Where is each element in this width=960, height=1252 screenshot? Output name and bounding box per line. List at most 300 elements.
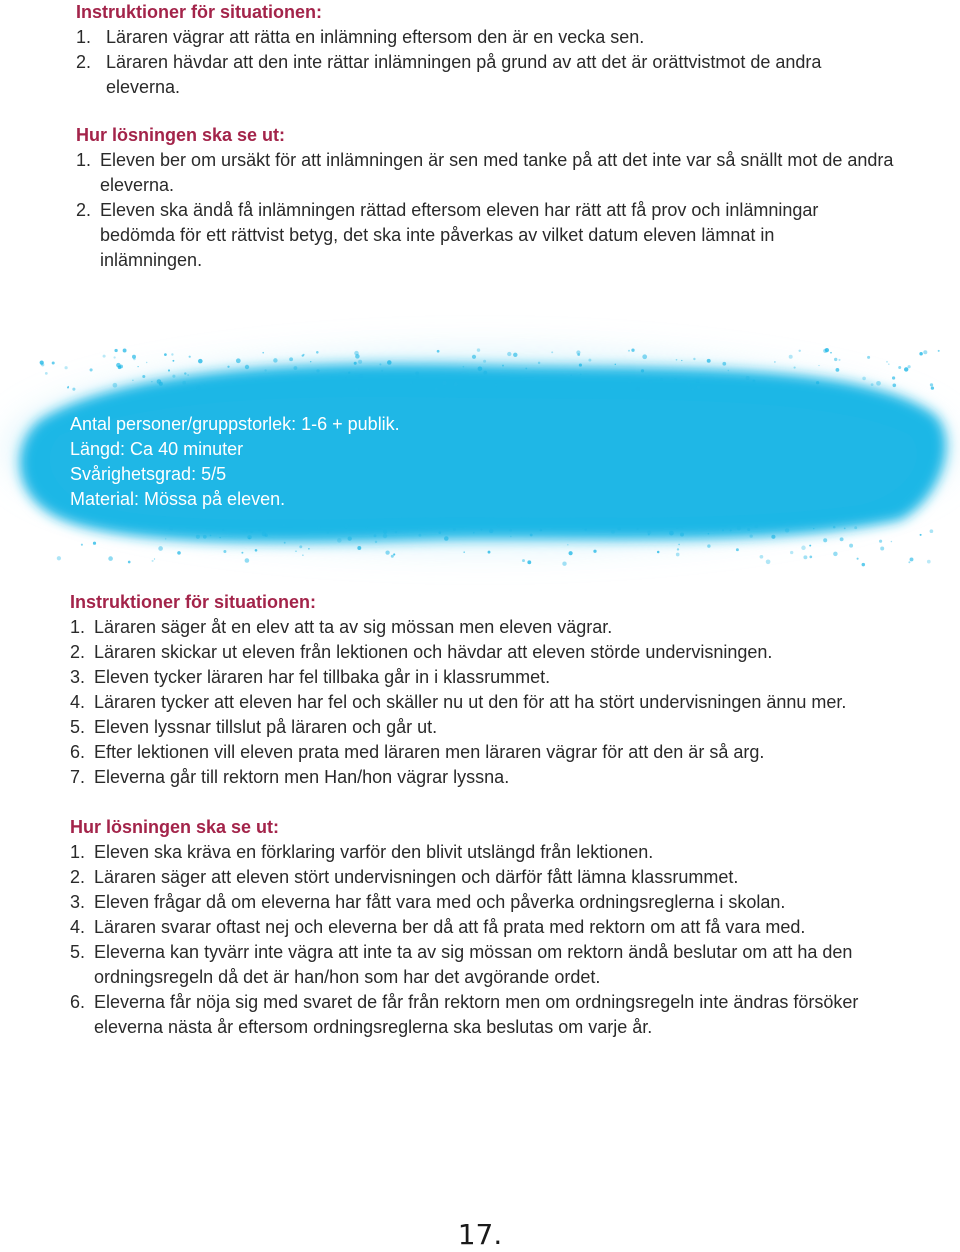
instructions-heading: Instruktioner för situationen: [70,592,317,612]
spray-speckle [854,526,857,529]
spray-speckle [888,363,890,365]
spray-speckle [289,357,293,361]
spray-speckle [68,386,69,387]
spray-speckle [746,376,750,380]
spray-speckle [680,533,684,537]
spray-speckle [844,528,846,530]
spray-speckle [637,528,639,530]
spray-speckle [308,548,310,550]
spray-speckle [164,353,167,356]
spray-speckle [219,537,220,538]
spray-speckle [295,551,296,552]
spray-speckle [246,531,247,532]
spray-speckle [747,528,750,531]
spray-speckle [617,527,620,530]
spray-speckle [577,353,580,356]
spray-speckle [435,387,438,390]
spray-speckle [245,365,249,369]
spray-speckle [790,551,793,554]
spray-speckle [525,368,527,370]
spray-speckle [678,544,680,546]
spray-speckle [649,380,653,384]
list-item [76,198,900,273]
spray-speckle [938,350,940,352]
spray-speckle [316,369,319,372]
spray-speckle [755,525,759,529]
spray-speckle [488,551,491,554]
spray-speckle [494,384,497,387]
spray-speckle [593,550,596,553]
page-number: 17. [457,1218,503,1251]
spray-speckle [477,348,480,351]
spray-speckle [862,377,866,381]
spray-speckle [81,544,83,546]
item-text: Eleven ska ändå få inlämningen rättad eftersom eleven har rätt att få prov och inlämningar bedömda för ett rättvist betyg, det ska inte påverkas av vilket datum eleven lämnat in inlämningen. [100,200,819,270]
spray-speckle [132,380,133,381]
spray-speckle [264,369,266,371]
spray-speckle [223,550,226,553]
list-item [76,25,900,50]
spray-speckle [497,524,500,527]
spray-speckle [919,352,923,356]
spray-speckle [830,352,832,354]
spray-speckle [892,376,895,379]
spray-speckle [823,538,827,542]
spray-speckle [393,553,395,555]
list-item [70,865,910,890]
spray-speckle [72,388,75,391]
spray-speckle [157,379,162,384]
spray-speckle [383,534,387,538]
spray-speckle [132,355,136,359]
spray-speckle [345,377,347,379]
spray-speckle [801,546,805,550]
spray-speckle [527,560,531,564]
spray-speckle [473,532,474,533]
spray-speckle [871,383,874,386]
list-item [76,148,900,198]
instructions-list [76,25,900,100]
spray-speckle [876,381,881,386]
spray-speckle [660,378,663,381]
list-item [70,990,910,1040]
spray-speckle [410,381,413,384]
spray-speckle [245,558,250,563]
item-text: Läraren hävdar att den inte rättar inlämningen på grund av att det är orättvistmot de andra eleverna. [106,52,822,97]
spray-speckle [41,363,44,366]
spray-speckle [736,548,739,551]
spray-speckle [927,560,931,564]
spray-speckle [615,364,616,365]
spray-speckle [640,388,643,391]
spray-speckle [355,387,359,391]
spray-speckle [375,541,377,543]
item-text: Eleven ska kräva en förklaring varför den blivit utslängd från lektionen. [94,842,654,862]
spray-speckle [381,370,383,372]
spray-speckle [510,536,512,538]
spray-speckle [750,534,753,537]
spray-speckle [172,360,174,362]
info-box [70,412,400,512]
spray-speckle [262,532,267,537]
spray-speckle [250,530,253,533]
item-number: 1. [76,150,92,170]
item-text: Eleverna går till rektorn men Han/hon vägrar lyssna. [94,767,510,787]
solution-list [76,148,900,273]
spray-speckle [708,533,710,535]
spray-speckle [151,381,152,382]
list-item [70,890,910,915]
spray-speckle [358,360,362,364]
spray-speckle [818,365,819,366]
spray-speckle [665,383,669,387]
length: Längd: Ca 40 minuter [70,439,244,459]
spray-speckle [687,383,691,387]
spray-speckle [816,381,819,384]
spray-speckle [137,366,138,367]
list-item [70,915,910,940]
item-number: 1. [70,842,86,862]
spray-speckle [204,384,206,386]
spray-speckle [113,383,118,388]
spray-speckle [648,533,650,535]
spray-speckle [540,529,543,532]
spray-speckle [444,536,449,541]
spray-speckle [674,378,676,380]
spray-speckle [270,530,271,531]
spray-speckle [196,535,200,539]
item-text: Eleverna får nöja sig med svaret de får från rektorn men om ordningsregeln inte ändras försöker eleverna nästa år eftersom ordningsreglerna ska beslutas om varje år. [94,992,859,1037]
spray-speckle [691,388,694,391]
item-text: Eleven tycker läraren har fel tillbaka går in i klassrummet. [94,667,551,687]
spray-speckle [337,538,342,543]
spray-speckle [789,355,793,359]
item-text: Läraren tycker att eleven har fel och skäller nu ut den för att ha stört undervisningen ännu mer. [94,692,847,712]
spray-speckle [463,551,465,553]
spray-speckle [348,536,352,540]
spray-speckle [693,358,695,360]
list-item [70,615,910,640]
spray-speckle [255,549,258,552]
spray-speckle [327,532,329,534]
spray-speckle [628,350,630,352]
spray-speckle [676,359,678,361]
spray-speckle [880,547,884,551]
spray-speckle [507,352,511,356]
solution-heading: Hur lösningen ska se ut: [70,817,280,837]
list-item [70,640,910,665]
item-number: 6. [70,742,86,762]
spray-speckle [182,381,186,385]
spray-speckle [472,355,476,359]
spray-speckle [241,552,243,554]
spray-speckle [862,563,865,566]
spray-speckle [697,385,701,389]
spray-speckle [588,359,591,362]
spray-speckle [168,369,170,371]
spray-speckle [636,387,640,391]
spray-speckle [908,561,910,563]
spray-speckle [391,555,394,558]
spray-speckle [931,386,934,389]
spray-speckle [611,530,615,534]
spray-speckle [438,531,441,534]
item-number: 3. [70,892,86,912]
spray-speckle [283,524,285,526]
spray-speckle [419,534,422,537]
spray-speckle [247,535,251,539]
spray-speckle [771,535,775,539]
spray-speckle [65,366,68,369]
spray-speckle [165,538,166,539]
spray-speckle [730,529,732,531]
spray-speckle [258,529,260,531]
spray-speckle [760,555,764,559]
spray-speckle [316,351,319,354]
spray-speckle [530,533,533,536]
spray-speckle [513,353,517,357]
spray-speckle [737,526,741,530]
spray-speckle [355,354,360,359]
spray-speckle [344,524,348,528]
spray-speckle [359,374,363,378]
spray-speckle [210,535,212,537]
spray-speckle [886,361,888,363]
item-text: Läraren säger åt en elev att ta av sig mössan men eleven vägrar. [94,617,613,637]
spray-speckle [187,374,189,376]
spray-speckle [348,372,350,374]
spray-speckle [365,527,367,529]
spray-speckle [146,362,147,363]
spray-speckle [834,358,837,361]
instructions-list [70,615,910,790]
spray-speckle [437,350,440,353]
item-text: Läraren säger att eleven stört undervisningen och därför fått lämna klassrummet. [94,867,739,887]
spray-speckle [177,551,181,555]
group-size: Antal personer/gruppstorlek: 1-6 + publik. [70,414,400,434]
spray-speckle [123,349,127,353]
list-item [70,940,910,990]
spray-speckle [910,557,914,561]
spray-speckle [90,368,93,371]
spray-speckle [367,388,370,391]
spray-speckle [52,361,55,364]
item-text: Eleven frågar då om eleverna har fått vara med och påverka ordningsreglerna i skolan. [94,892,786,912]
spray-speckle [395,531,397,533]
list-item [70,665,910,690]
spray-speckle [794,367,796,369]
spray-speckle [707,544,710,547]
list-item [76,50,900,100]
spray-speckle [722,362,726,366]
spray-speckle [809,556,812,559]
spray-speckle [798,350,800,352]
spray-speckle [891,541,893,543]
item-number: 1. [76,27,92,47]
item-number: 4. [70,692,86,712]
spray-speckle [385,550,389,554]
spray-speckle [383,530,387,534]
spray-speckle [681,360,682,361]
item-text: Eleverna kan tyvärr inte vägra att inte ta av sig mössan om rektorn ändå beslutar om att ha den ordningsregeln då det är han/hon som har det avgörande ordet. [94,942,853,987]
spray-speckle [570,374,572,376]
item-number: 4. [70,917,86,937]
spray-speckle [728,370,729,371]
spray-speckle [669,531,674,536]
spray-speckle [857,558,859,560]
item-text: Läraren svarar oftast nej och eleverna ber då att få prata med rektorn om att få vara med. [94,917,806,937]
spray-speckle [108,556,113,561]
spray-speckle [898,366,901,369]
spray-speckle [284,542,286,544]
spray-speckle [538,362,540,364]
spray-speckle [813,528,814,529]
spray-speckle [454,382,458,386]
spray-speckle [222,529,224,531]
spray-speckle [833,526,836,529]
spray-speckle [551,351,553,353]
spray-speckle [478,367,483,372]
spray-speckle [611,387,613,389]
spray-speckle [302,554,304,556]
spray-speckle [509,529,512,532]
spray-speckle [154,558,155,559]
list-item [70,715,910,740]
item-number: 2. [70,867,86,887]
spray-speckle [142,375,145,378]
spray-speckle [580,374,582,376]
spray-speckle [302,354,304,356]
spray-speckle [836,368,840,372]
spray-speckle [184,372,186,374]
list-item [70,690,910,715]
spray-speckle [923,350,927,354]
spray-speckle [483,360,486,363]
spray-speckle [641,369,644,372]
item-number: 5. [70,717,86,737]
spray-speckle [867,356,870,359]
list-item [70,765,910,790]
spray-speckle [415,371,419,375]
instructions-heading: Instruktioner för situationen: [76,2,323,22]
spray-speckle [840,537,844,541]
material: Material: Mössa på eleven. [70,489,286,509]
item-number: 1. [70,617,86,637]
spray-speckle [172,375,175,378]
spray-speckle [128,561,131,564]
section-1 [76,0,900,273]
spray-speckle [562,561,566,565]
spray-speckle [299,545,302,548]
spray-speckle [463,366,465,368]
item-number: 2. [70,642,86,662]
spray-speckle [676,553,680,557]
spray-speckle [387,360,392,365]
spray-speckle [416,375,419,378]
solution-list [70,840,910,1040]
spray-speckle [569,551,573,555]
item-number: 5. [70,942,86,962]
spray-speckle [766,559,771,564]
spray-speckle [158,546,163,551]
spray-speckle [152,560,154,562]
item-text: Läraren vägrar att rätta en inlämning eftersom den är en vecka sen. [106,27,645,47]
spray-speckle [189,356,191,358]
spray-speckle [774,361,775,362]
spray-speckle [657,551,660,554]
item-text: Efter lektionen vill eleven prata med läraren men läraren vägrar för att den är så arg. [94,742,765,762]
item-text: Eleven ber om ursäkt för att inlämningen är sen med tanke på att det inte var så snällt mot de andra eleverna. [100,150,894,195]
spray-speckle [707,359,711,363]
spray-speckle [273,358,277,362]
spray-speckle [357,546,361,550]
spray-speckle [317,526,320,529]
spray-speckle [374,534,377,537]
item-number: 2. [76,52,92,72]
spray-speckle [171,353,173,355]
spray-speckle [118,365,122,369]
spray-speckle [677,548,679,550]
spray-speckle [236,358,241,363]
item-text: Läraren skickar ut eleven från lektionen och hävdar att eleven störde undervisningen. [94,642,773,662]
spray-speckle [579,364,582,367]
spray-speckle [379,363,381,365]
spray-speckle [809,545,811,547]
spray-speckle [113,356,115,358]
section-2 [70,590,910,1040]
spray-speckle [489,529,493,533]
spray-speckle [838,359,840,361]
spray-speckle [57,556,61,560]
spray-speckle [696,379,700,383]
spray-speckle [930,383,933,386]
spray-speckle [879,540,882,543]
spray-speckle [803,555,807,559]
item-number: 2. [76,200,92,220]
spray-speckle [908,365,911,368]
spray-speckle [196,385,201,390]
spray-speckle [930,529,934,533]
spray-speckle [642,354,647,359]
list-item [70,740,910,765]
spray-speckle [227,366,229,368]
spray-speckle [483,371,487,375]
spray-speckle [893,384,897,388]
spray-speckle [785,528,789,532]
spray-speckle [904,367,908,371]
spray-speckle [93,542,96,545]
spray-speckle [631,349,634,352]
spray-speckle [262,352,264,354]
spray-speckle [45,372,48,375]
item-text: Eleven lyssnar tillslut på läraren och går ut. [94,717,438,737]
item-number: 6. [70,992,86,1012]
spray-speckle [628,380,632,384]
item-number: 3. [70,667,86,687]
spray-speckle [722,529,724,531]
spray-speckle [169,526,173,530]
spray-speckle [823,349,827,353]
spray-speckle [753,380,756,383]
spray-speckle [354,362,357,365]
spray-speckle [294,366,298,370]
spray-speckle [676,527,678,529]
spray-speckle [453,528,456,531]
spray-speckle [849,544,853,548]
spray-speckle [310,361,311,362]
spray-speckle [203,535,207,539]
spray-speckle [920,534,922,536]
